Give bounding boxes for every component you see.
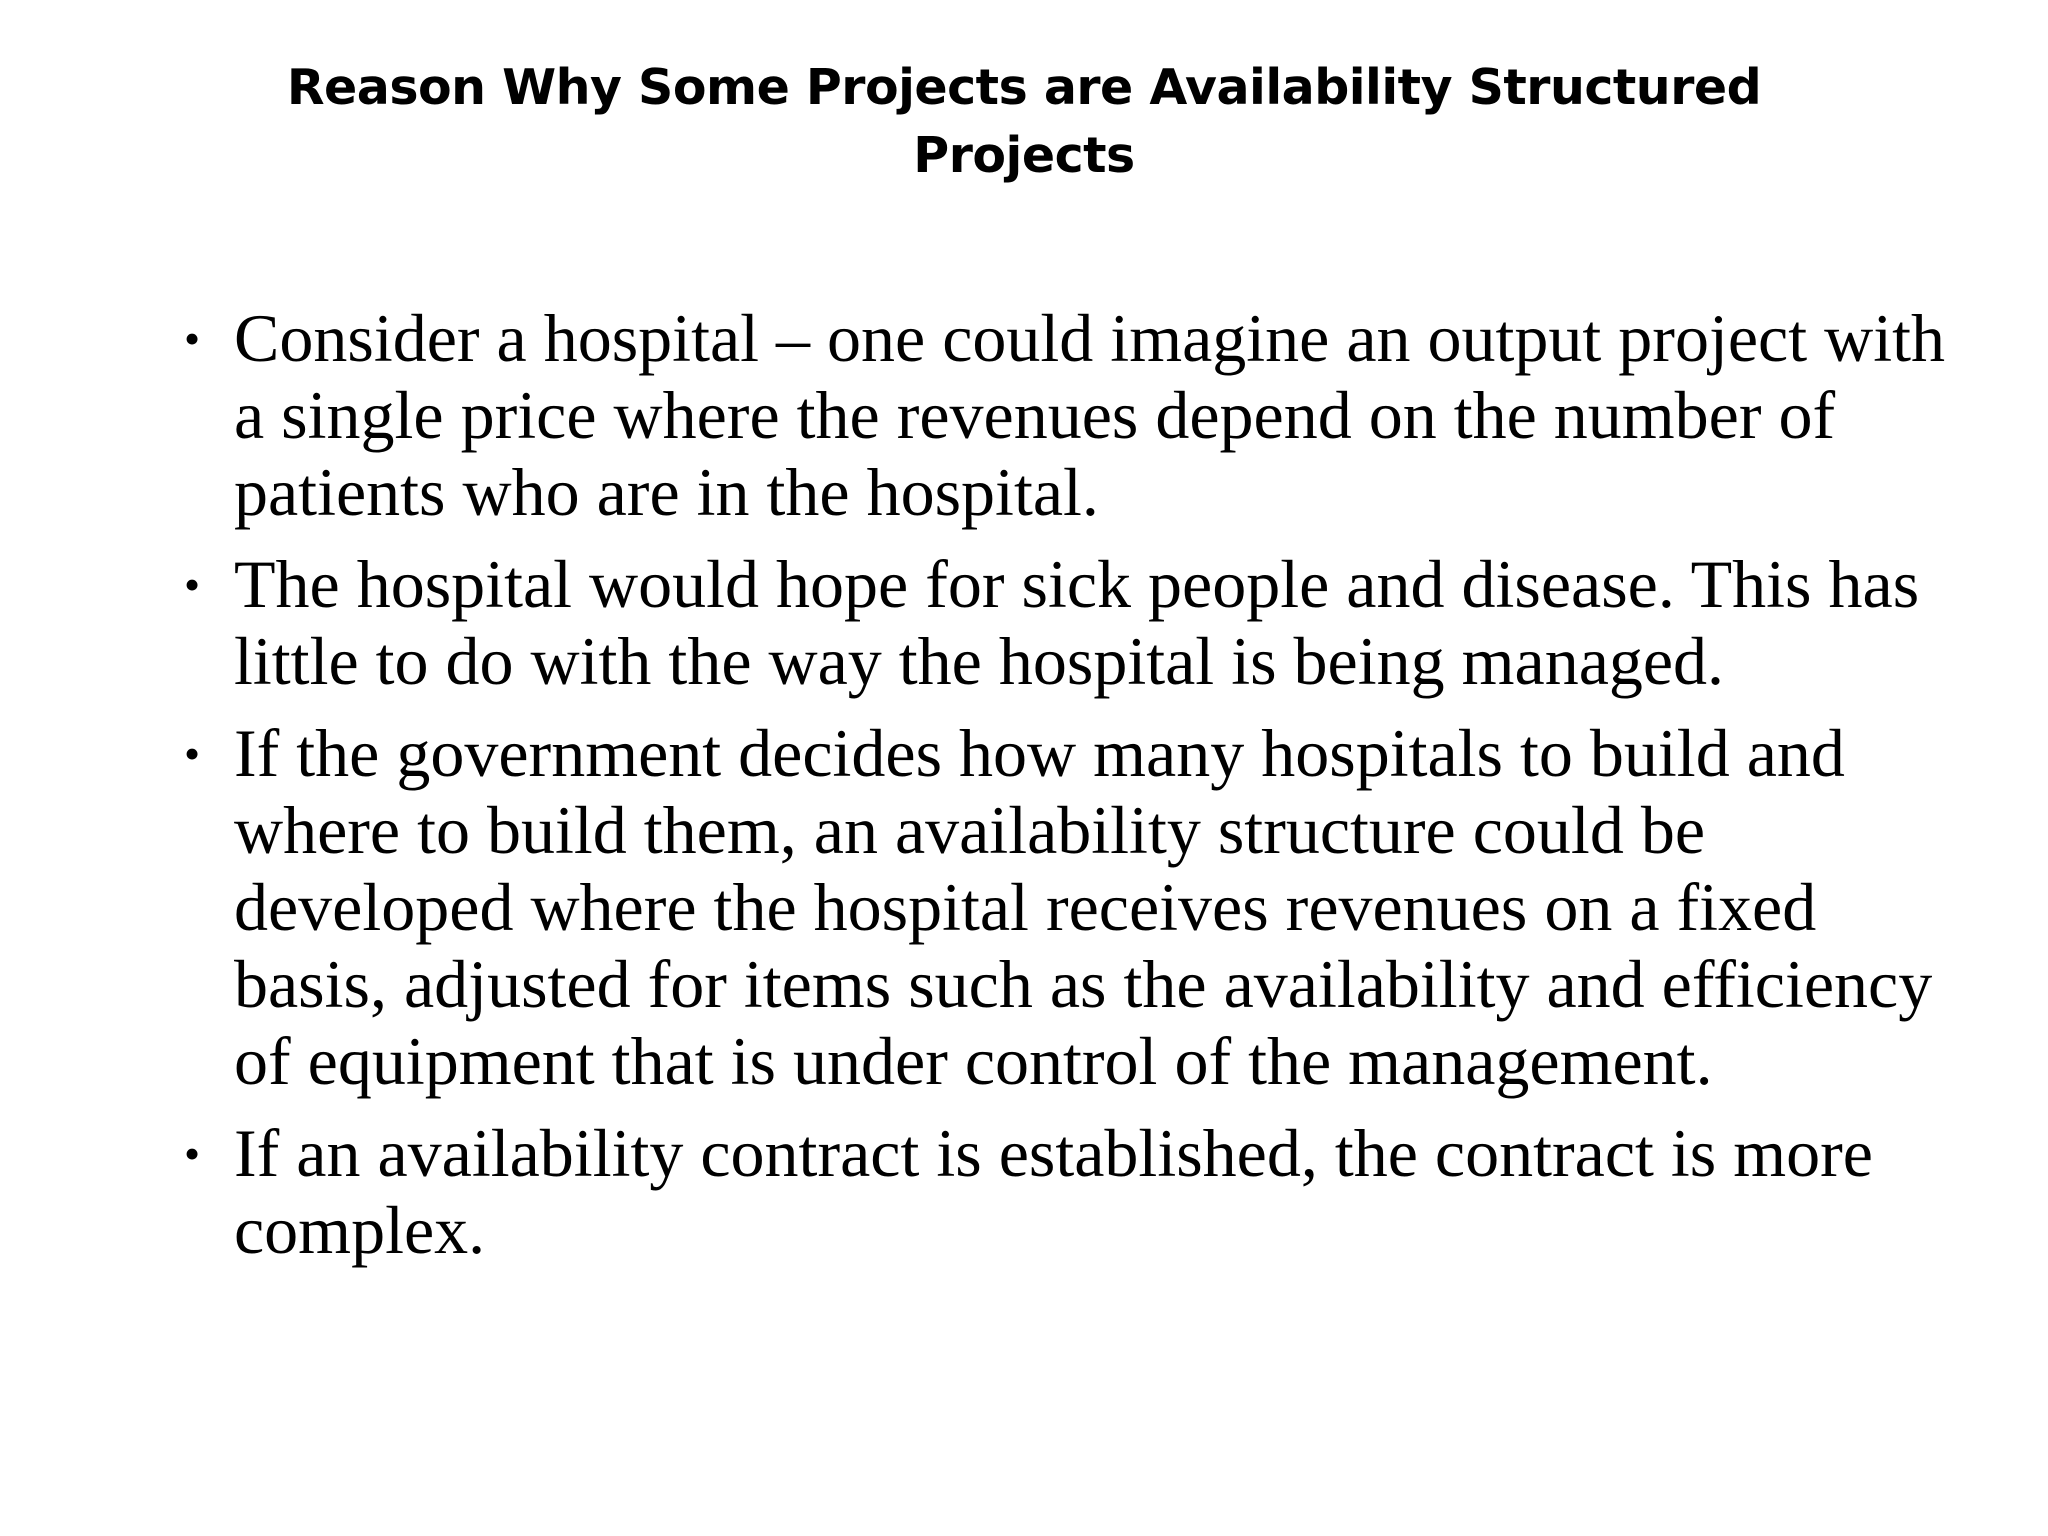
bullet-text: If the government decides how many hospitals to build and where to build them, an availability structure could be developed where the hospital receives revenues on a fixed basis, adjusted for items such as the availability and efficiency of equipment that is under control of the management. (234, 715, 1933, 1099)
bullet-item (180, 300, 1960, 531)
bullet-item (180, 546, 1960, 700)
bullet-item (180, 715, 1960, 1100)
bullet-text: The hospital would hope for sick people and disease. This has little to do with the way the hospital is being managed. (234, 546, 1920, 699)
bullet-dot-icon: • (184, 728, 201, 779)
bullet-text: If an availability contract is established, the contract is more complex. (234, 1115, 1873, 1268)
bullet-dot-icon: • (184, 1128, 201, 1179)
bullet-dot-icon: • (184, 559, 201, 610)
bullet-item (180, 1115, 1960, 1269)
slide-title: Reason Why Some Projects are Availability Structured Projects (286, 59, 1762, 184)
bullet-dot-icon: • (184, 313, 201, 364)
bullet-text: Consider a hospital – one could imagine an output project with a single price where the revenues depend on the number of patients who are in the hospital. (234, 300, 1945, 530)
bullet-list (180, 300, 1960, 1284)
